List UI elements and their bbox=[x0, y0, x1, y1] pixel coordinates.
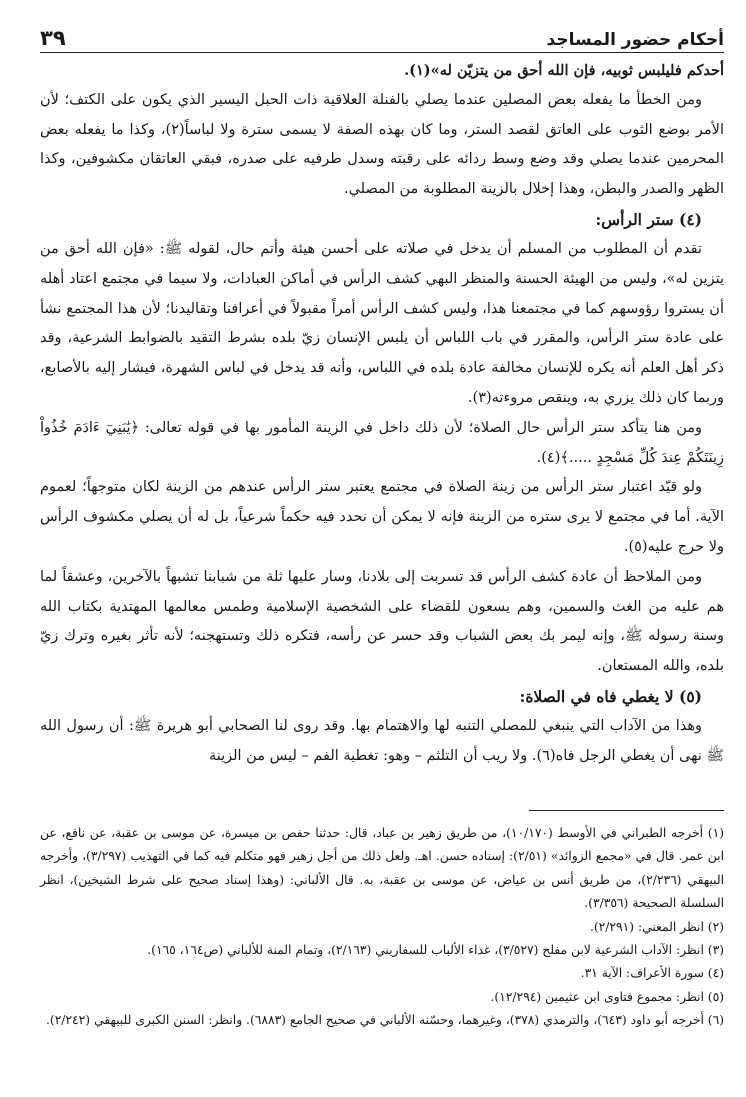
footnote: (٢) انظر المغني: (٢/٢٩١). bbox=[589, 919, 724, 934]
body-paragraph: ومن هنا يتأكد ستر الرأس حال الصلاة؛ لأن ذلك داخل في الزينة المأمور بها في قوله تعالى: ﴿يَٰبَنِيٓ ءَادَمَ خُذُواْ زِينَتَكُمْ عِندَ كُلِّ مَسْجِدٍ .....﴾(٤). bbox=[40, 419, 724, 466]
body-paragraph: أحدكم فليلبس ثوبيه، فإن الله أحق من يتزيّن له»(١). bbox=[404, 62, 724, 79]
section-heading: (٤) ستر الرأس: bbox=[595, 209, 702, 229]
footnote: (٤) سورة الأعراف: الآية ٣١. bbox=[580, 966, 724, 981]
footnote: (٥) انظر: مجموع فتاوى ابن عثيمين (١٢/٢٩٤). bbox=[490, 989, 724, 1004]
body-paragraph: وهذا من الآداب التي ينبغي للمصلي التنبه لها والاهتمام بها. وقد روى لنا الصحابي أبو هريرة ﷺ: أن رسول الله ﷺ نهى أن يغطي الرجل فاه(٦). ولا ريب أن التلثم – وهو: تغطية الفم – ليس من الزينة bbox=[40, 717, 724, 764]
footnote-separator bbox=[529, 810, 724, 811]
body-paragraph: ولو قيّد اعتبار ستر الرأس من زينة الصلاة في مجتمع يعتبر ستر الرأس عندهم من الزينة لكان متوجهاً؛ لعموم الآية. أما في مجتمع لا يرى ستره من الزينة فإنه لا يمكن أن نحدد فيه حكماً شرعياً، بل له أن يصلي مكشوف الرأس ولا حرج عليه(٥). bbox=[40, 479, 724, 555]
section-heading: (٥) لا يغطي فاه في الصلاة: bbox=[519, 686, 702, 706]
page-header bbox=[40, 22, 724, 50]
running-title: أحكام حضور المساجد bbox=[546, 30, 724, 50]
footnote: (١) أخرجه الطبراني في الأوسط (١٠/١٧٠)، من طريق زهير بن عباد، قال: حدثنا حفص بن ميسرة، عن موسى بن عقبة، عن نافع، عن ابن عمر. قال في «مجمع الزوائد» (٢/٥١): إسناده حسن. اهـ. ولعل ذلك من أجل زهير فهو متكلم فيه كما في التهذيب (٣/٢٩٧)، وأخرجه البيهقي (٢/٢٣٦)، من طريق أنس بن عياض، عن موسى بن عقبة، به. قال الألباني: (وهذا إسناد صحيح على شرط الشيخين)، انظر السلسلة الصحيحة (٣/٣٥٦). bbox=[40, 826, 725, 911]
footnote: (٣) انظر: الآداب الشرعية لابن مفلح (٣/٥٢٧)، غذاء الألباب للسفاريني (٢/١٦٣)، وتمام المنة للألباني (ص١٦٤، ١٦٥). bbox=[147, 943, 724, 958]
body-paragraph: تقدم أن المطلوب من المسلم أن يدخل في صلاته على أحسن هيئة وأتم حال، لقوله ﷺ: «فإن الله أحق من يتزين له»، وليس من الهيئة الحسنة والمنظر البهي كشف الرأس في أماكن العبادات، ولا سيما في مجتمع اعتاد أهله أن يستروا رؤوسهم كما في مجتمعنا هذا، وليس كشف الرأس أمراً مقبولاً في أعرافنا وتقاليدنا؛ لأن هذا المجتمع نشأ على عادة ستر الرأس، والمقرر في باب اللباس أن يلبس الإنسان زيّ بلده بشرط التقيد بالضوابط الشرعية، وقد ذكر أهل العلم أنه يكره للإنسان مخالفة عادة بلده في اللباس، وأنه قد يدخل في لباس الشهرة، فيشار إليه بالأصابع، وربما كان ذلك يزري به، وينقص مروءته(٣). bbox=[40, 240, 724, 406]
body-text bbox=[40, 56, 724, 772]
body-paragraph: ومن الملاحظ أن عادة كشف الرأس قد تسربت إلى بلادنا، وسار عليها ثلة من شبابنا تشبهاً بالآخرين، وعشقاً لما هم عليه من الغث والسمين، وهم يسعون للقضاء على الشخصية الإسلامية وطمس معالمها المهتدية بكتاب الله وسنة رسوله ﷺ، وإنه ليمر بك بعض الشباب وقد حسر عن رأسه، فتكره ذلك وتستهجنه؛ لأنه تأثر بغيره وترك زيّ بلده، والله المستعان. bbox=[40, 568, 724, 675]
footnotes bbox=[40, 822, 724, 1033]
header-rule bbox=[40, 52, 724, 53]
footnote: (٦) أخرجه أبو داود (٦٤٣)، والترمذي (٣٧٨)، وغيرهما، وحسّنه الألباني في صحيح الجامع (٦٨٨٣). وانظر: السنن الكبرى للبيهقي (٢/٢٤٢). bbox=[45, 1013, 724, 1028]
body-paragraph: ومن الخطأ ما يفعله بعض المصلين عندما يصلي بالفنلة العلاقية ذات الحبل اليسير الذي يكون على الكتف؛ لأن الأمر بوضع الثوب على العاتق لقصد الستر، وما كان بهذه الصفة لا يسمى سترة ولا لباساً(٢)، وكذا ما يفعله بعض المحرمين عندما يصلي وقد وضع وسط ردائه على رقبته وسدل طرفيه على صدره، فبقي العاتقان مكشوفين، وكذا الظهر والصدر والبطن، وهذا إخلال بالزينة المطلوبة من المصلي. bbox=[40, 91, 724, 198]
page-number: ٣٩ bbox=[40, 26, 66, 50]
